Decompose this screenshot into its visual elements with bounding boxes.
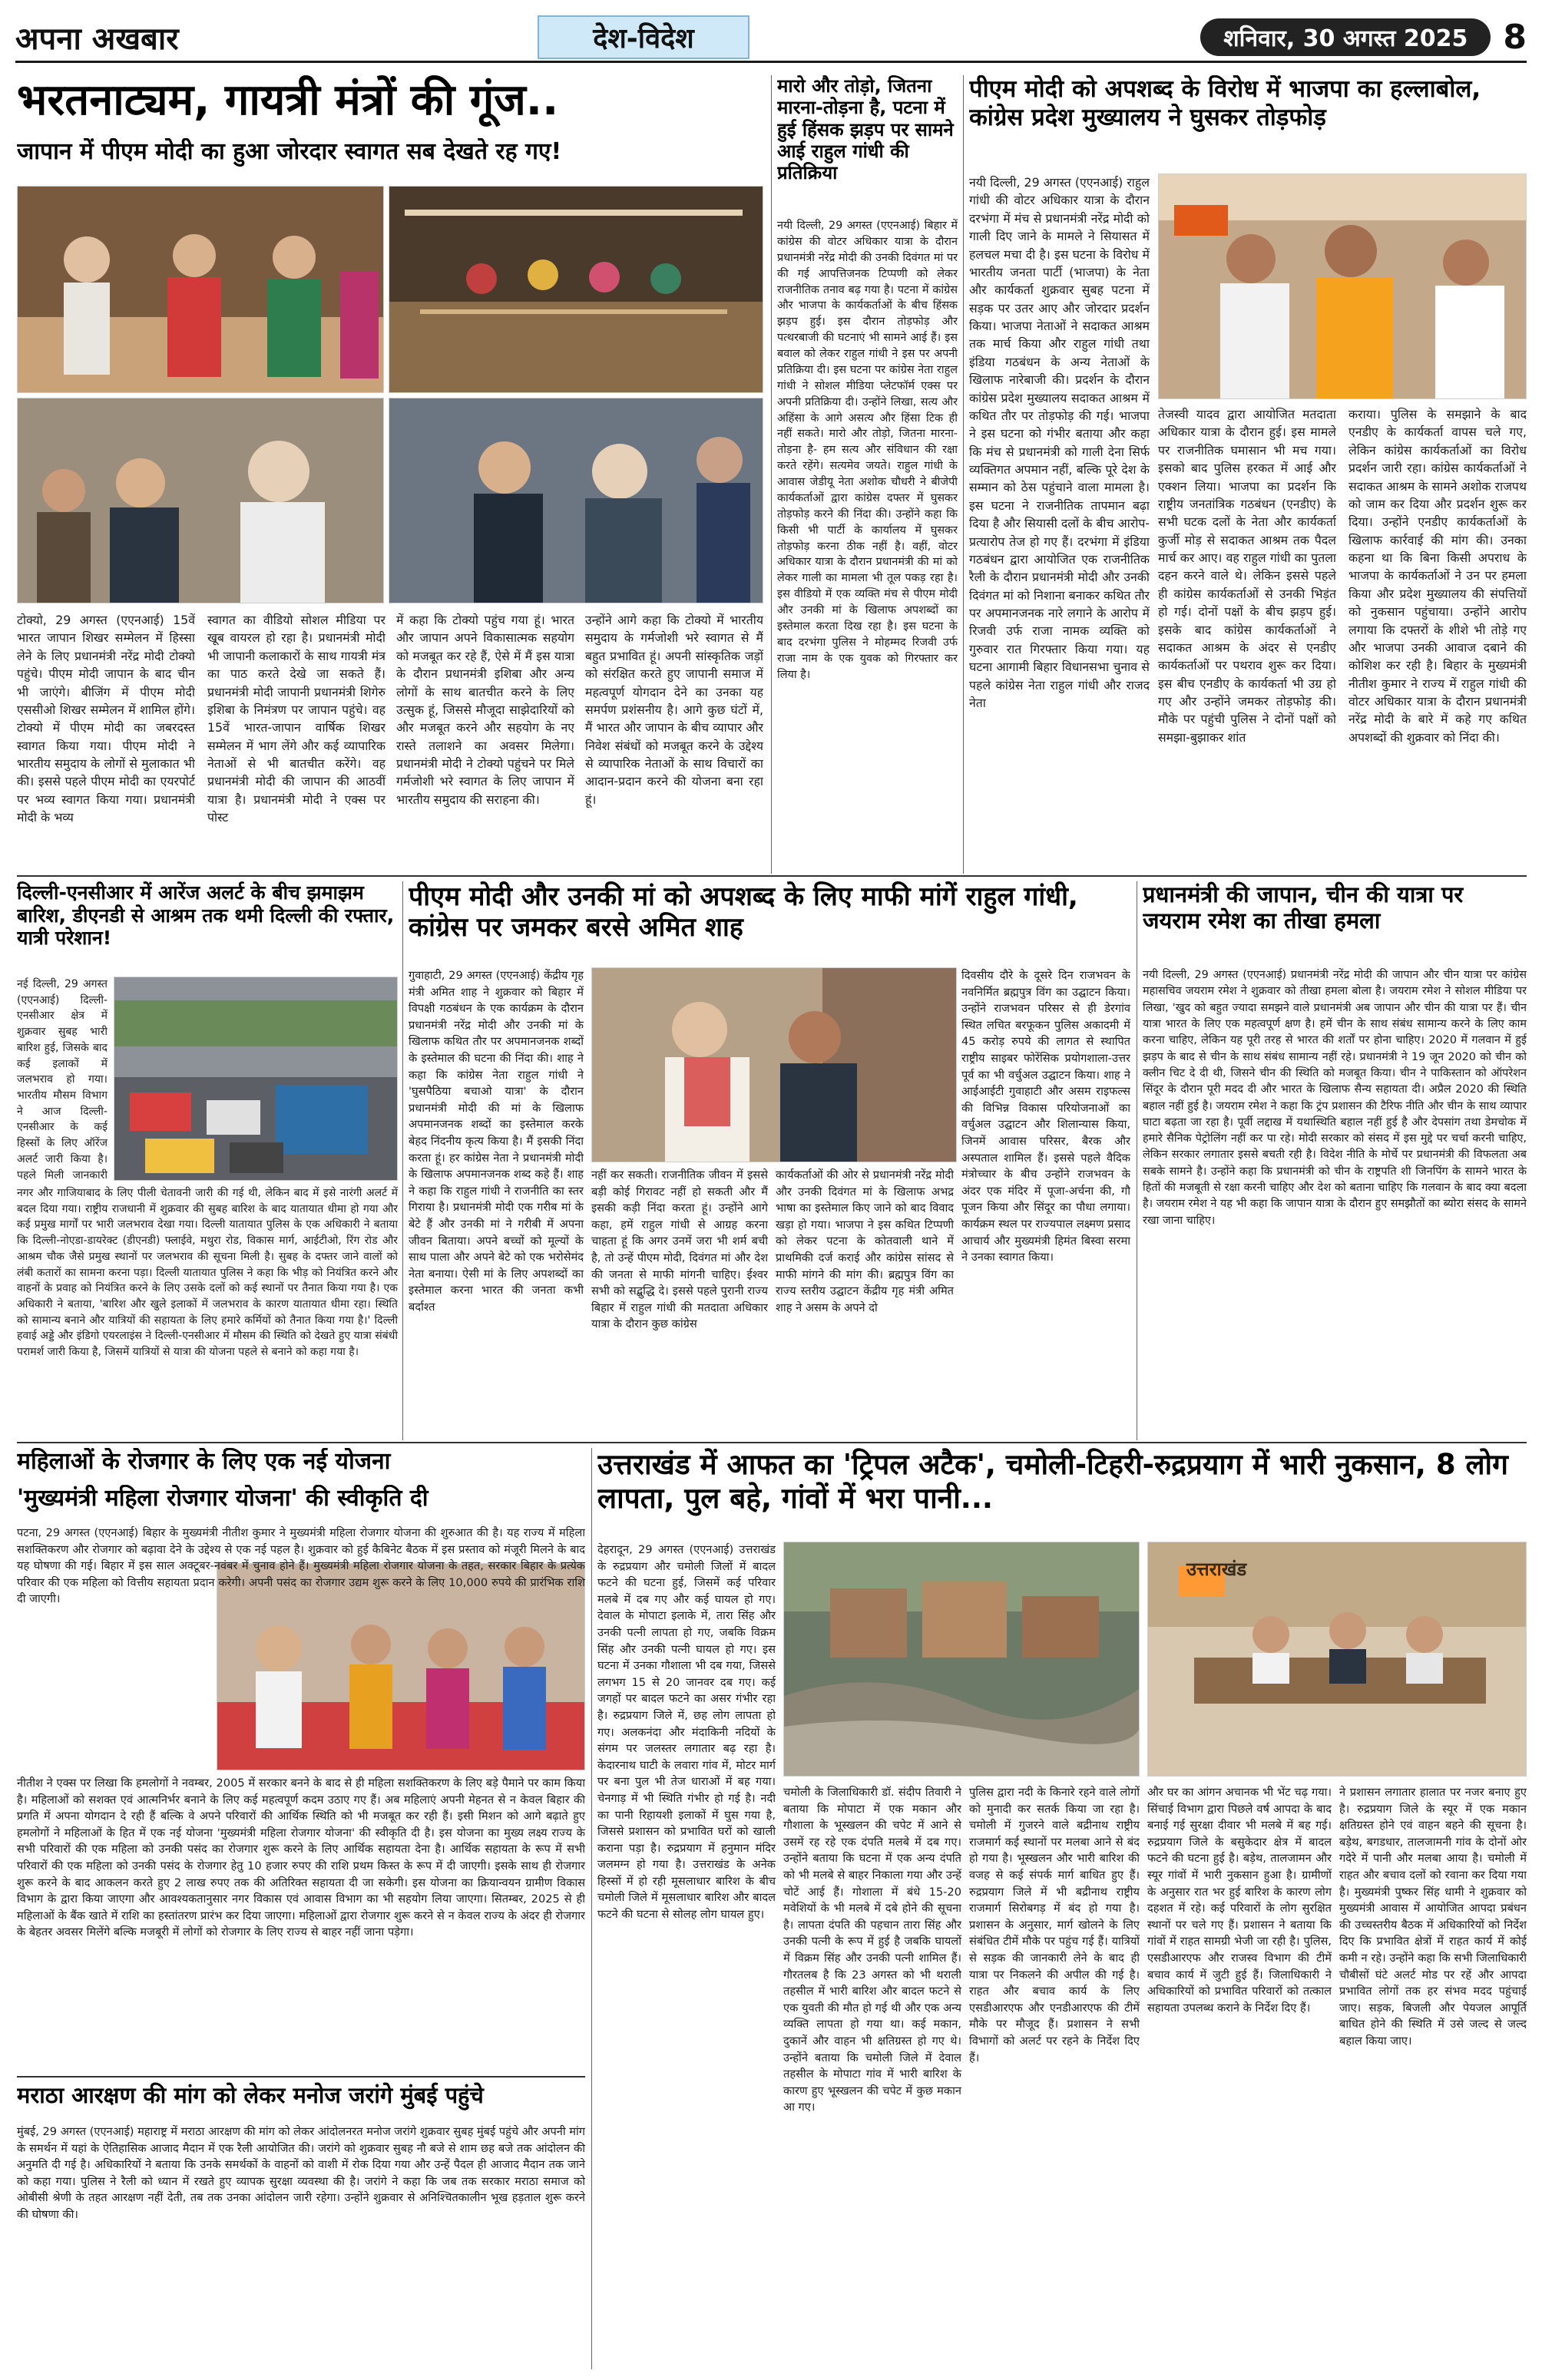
shah-body-col3: कार्यकर्ताओं की ओर से प्रधानमंत्री नरेंद्र मोदी और उनकी दिवंगत मां के खिलाफ अभद्र भाषा का इस्तेमाल किए जाने को बाद विवाद खड़ा हो गया। भाजपा ने इस कथित टिप्पणी को लेकर पटना के कोतवाली थाने में प्राथमिकी दर्ज कराई और कांग्रेस सांसद से माफी मांगने की मांग की। ब्रह्मपुत्र विंग का राज्य स्तरीय उद्घाटन केंद्रीय गृह मंत्री अमित शाह ने असम के अपने दो bbox=[776, 1169, 954, 1314]
uttarakhand-body-col1: देहरादून, 29 अगस्त (एएनआई) उत्तराखंड के रुद्रप्रयाग और चमोली जिलों में बादल फटने की घटना हुई, जिसमें कई परिवार मलबे में दब गए और कई घायल हो गए। देवाल के मोपाटा इलाके में, तारा सिंह और उनकी पत्नी लापता हो गए, जबकि विक्रम सिंह और उनकी पत्नी घायल हो गए। इस घटना में उनका गौशाला भी दब गया, जिससे लगभग 15 से 20 जानवर दब गए। कई जगहों पर बादल फटने का असर गंभीर रहा है। रुद्रप्रयाग जिले में, छह लोग लापता हो गए। अलकनंदा और मंदाकिनी नदियों के संगम पर जलस्तर लगातार बढ़ रहा है। केदारनाथ घाटी के लवारा गांव में, मोटर मार्ग पर बना पुल भी तेज धाराओं में बह गया। चेनगाड़ में भी स्थिति गंभीर हो गई है। नदी का पानी रिहायशी इलाकों में घुस गया है, जिससे प्रशासन को प्रभावित घरों को खाली कराना पड़ा है। रुद्रप्रयाग में हनुमान मंदिर जलमग्न हो गया है। उत्तराखंड के अनेक हिस्सों में हो रही मूसलाधार बारिश के बीच चमोली जिले में मूसलाधार बारिश और बादल फटने की घटना से सोलह लोग घायल हुए। bbox=[597, 1543, 776, 1922]
bjp-headline: पीएम मोदी को अपशब्द के विरोध में भाजपा का हल्लाबोल, कांग्रेस प्रदेश मुख्यालय ने घुसकर तोड़फोड़ bbox=[969, 75, 1481, 131]
column-rule bbox=[402, 881, 403, 1440]
section-divider bbox=[17, 875, 1527, 877]
dateline bbox=[1200, 18, 1527, 57]
bjp-body-col1: नयी दिल्ली, 29 अगस्त (एएनआई) राहुल गांधी की वोटर अधिकार यात्रा के दौरान दरभंगा में मंच से प्रधानमंत्री नरेंद्र मोदी को गाली दिए जाने के मामले ने सियासत में हलचल मचा दी है। इस घटना के विरोध में भारतीय जनता पार्टी (भाजपा) के नेता और कार्यकर्ता शुक्रवार सुबह पटना में सड़क पर उतर आए और जोरदार प्रदर्शन किया। भाजपा नेताओं ने सदाकत आश्रम तक मार्च किया और राहुल गांधी तथा इंडिया गठबंधन के अन्य नेताओं के खिलाफ नारेबाजी की। प्रदर्शन के दौरान कांग्रेस प्रदेश मुख्यालय सदाकत आश्रम में कथित तौर पर तोड़फोड़ की गई। भाजपा ने इस घटना को गंभीर बताया और कहा कि मंच से प्रधानमंत्री को गाली देना सिर्फ व्यक्तिगत अपमान नहीं, बल्कि पूरे देश के सम्मान को ठेस पहुंचाने वाला मामला है। इस घटना ने राजनीतिक तापमान बढ़ा दिया है और सियासी दलों के बीच आरोप-प्रत्यारोप तेज हो गए हैं। दरभंगा में इंडिया गठबंधन द्वारा आयोजित एक राजनीतिक रैली के दौरान प्रधानमंत्री मोदी और उनकी दिवंगत मां को निशाना बनाकर कथित तौर पर अपमानजनक नारे लगाने के आरोप में रिजवी उर्फ राजा नामक व्यक्ति को गुरुवार रात गिरफ्तार किया गया। यह घटना आगामी बिहार विधानसभा चुनाव से पहले कांग्रेस नेता राहुल गांधी और राजद नेता bbox=[969, 175, 1150, 710]
rahul-headline: मारो और तोड़ो, जितना मारना-तोड़ना है, पटना में हुई हिंसक झड़प पर सामने आई राहुल गांधी की प्रतिक्रिया bbox=[777, 75, 954, 184]
uttarakhand-body-col4: और घर का आंगन अचानक भी भेंट चढ़ गया। सिंचाई विभाग द्वारा पिछले वर्ष आपदा के बाद बनाई गई सुरक्षा दीवार भी मलबे में बह गई। रुद्रप्रयाग जिले के बसुकेदार क्षेत्र में बादल फटने की घटना हुई है। बड़ेथ, तालजामन और स्यूर गांवों में भारी नुकसान हुआ है। ग्रामीणों के अनुसार रात भर हुई बारिश के कारण लोग दहशत में रहे। कई परिवारों के लोग सुरक्षित स्थानों पर चले गए हैं। प्रशासन ने बताया कि गांवों में राहत सामग्री भेजी जा रही है। पुलिस, एसडीआरएफ और राजस्व विभाग की टीमें बचाव कार्य में जुटी हुई हैं। जिलाधिकारी ने अधिकारियों को प्रभावित परिवारों को तत्काल सहायता उपलब्ध कराने के निर्देश दिए हैं। bbox=[1147, 1786, 1332, 2015]
japan-body-col4: उन्होंने आगे कहा कि टोक्यो में भारतीय समुदाय के गर्मजोशी भरे स्वागत से मैं बहुत प्रभावित हूं। अपनी सांस्कृतिक जड़ों को संरक्षित करते हुए जापानी समाज में महत्वपूर्ण योगदान देने का उनका यह समर्पण प्रशंसनीय है। आगे कुछ घंटों में, मैं भारत और जापान के बीच व्यापार और निवेश संबंधों को मजबूत करने के उद्देश्य से व्यापारिक नेताओं के साथ विचारों का आदान-प्रदान करने की योजना बना रहा हूं। bbox=[585, 613, 763, 807]
uttarakhand-body-col2: चमोली के जिलाधिकारी डॉ. संदीप तिवारी ने बताया कि मोपाटा में एक मकान और गौशाला के भूस्खलन की चपेट में आने से उसमें रह रहे एक दंपति मलबे में दब गए। उन्होंने बताया कि घटना में एक अन्य दंपति को भी मलबे से बाहर निकाला गया और उन्हें चोटें आई हैं। गोशाला में बंधे 15-20 मवेशियों के भी मलबे में दबे होने की सूचना है। लापता दंपति की पहचान तारा सिंह और उनकी पत्नी के रूप में हुई है जबकि घायलों में विक्रम सिंह और उनकी पत्नी शामिल हैं। गौरतलब है कि 23 अगस्त को भी थराली तहसील में भारी बारिश और बादल फटने से एक युवती की मौत हो गई थी और एक अन्य व्यक्ति लापता हो गया था। कई मकान, दुकानें और वाहन भी क्षतिग्रस्त हो गए थे। उन्होंने बताया कि चमोली जिले में देवाल तहसील के मोपाटा गांव में भारी बारिश के कारण हुए भूस्खलन की चपेट में कुछ मकान आ गए। bbox=[783, 1786, 961, 2114]
japan-subhead: जापान में पीएम मोदी का हुआ जोरदार स्वागत सब देखते रह गए! bbox=[17, 138, 562, 165]
delhi-body-left: नई दिल्ली, 29 अगस्त (एएनआई) दिल्ली-एनसीआर क्षेत्र में शुक्रवार सुबह भारी बारिश हुई, जिसके बाद कई इलाकों में जलभराव हो गया। भारतीय मौसम विभाग ने आज दिल्ली-एनसीआर के कई हिस्सों के लिए ऑरेंज अलर्ट जारी किया है। पहले मिली जानकारी bbox=[17, 978, 108, 1181]
bihar-headline-2: 'मुख्यमंत्री महिला रोजगार योजना' की स्वीकृति दी bbox=[17, 1485, 429, 1512]
newspaper-brand: अपना अखबार bbox=[15, 21, 179, 57]
photo-japan-performance-hall bbox=[389, 186, 763, 393]
page-number: 8 bbox=[1503, 18, 1527, 57]
photo-japan-handshake bbox=[389, 398, 763, 603]
section-divider bbox=[17, 2076, 585, 2078]
masthead bbox=[15, 14, 1527, 63]
shah-body-col4: दिवसीय दौरे के दूसरे दिन राजभवन के नवनिर्मित ब्रह्मपुत्र विंग का उद्घाटन किया। उन्होंने राजभवन परिसर से ही डेरगांव स्थित लचित बरफूकन पुलिस अकादमी में 45 करोड़ रुपये की लागत से स्थापित राष्ट्रीय साइबर फोरेंसिक प्रयोगशाला-उत्तर पूर्व का भी वर्चुअल उद्घाटन किया। शाह ने आईआईटी गुवाहाटी और असम राइफल्स की विभिन्न विकास परियोजनाओं का वर्चुअल उद्घाटन और शिलान्यास किया, जिनमें आवास परिसर, बैरक और अस्पताल शामिल हैं। इससे पहले वैदिक मंत्रोच्चार के बीच उन्होंने राजभवन के अंदर एक मंदिर में पूजा-अर्चना की, गौ पूजन किया और सिंदूर का पौधा लगाया। कार्यक्रम स्थल पर राज्यपाल लक्ष्मण प्रसाद आचार्य और मुख्यमंत्री हिमंत बिस्वा सरमा ने उनका स्वागत किया। bbox=[961, 969, 1130, 1264]
bjp-body-col2: तेजस्वी यादव द्वारा आयोजित मतदाता अधिकार यात्रा के दौरान हुई। इस मामले पर राजनीतिक घमासान भी मच गया। इसको बाद पुलिस हरकत में आई और एक्शन लिया। भाजपा का प्रदर्शन कि राष्ट्रीय जनतांत्रिक गठबंधन (एनडीए) के सभी घटक दलों के नेता और कार्यकर्ता कुर्जी मोड़ से सदाकत आश्रम तक पैदल मार्च कर आए। वह राहुल गांधी का पुतला दहन करने वाले थे। लेकिन इससे पहले ही कांग्रेस कार्यकर्ताओं से उनकी भिड़ंत हो गई। दोनों पक्षों के बीच झड़प हुई। इसके बाद कांग्रेस कार्यकर्ताओं ने सदाकत आश्रम के अंदर से एनडीए कार्यकर्ताओं पर पथराव शुरू कर दिया। इस बीच एनडीए के कार्यकर्ता भी उग्र हो गए और उन्होंने जमकर तोड़फोड़ की। मौके पर पहुंची पुलिस ने दोनों पक्षों को समझा-बुझाकर शांत bbox=[1158, 407, 1336, 745]
uttarakhand-headline: उत्तराखंड में आफत का 'ट्रिपल अटैक', चमोली-टिहरी-रुद्रप्रयाग में भारी नुकसान, 8 लोग लापता, पुल बहे, गांवों में भरा पानी... bbox=[597, 1448, 1508, 1515]
column-rule bbox=[591, 1448, 592, 2369]
photo-japan-dancers bbox=[17, 186, 384, 393]
photo-uttarakhand-flood bbox=[783, 1542, 1140, 1777]
jairam-headline: प्रधानमंत्री की जापान, चीन की यात्रा पर जयराम रमेश का तीखा हमला bbox=[1143, 881, 1464, 934]
issue-date: शनिवार, 30 अगस्त 2025 bbox=[1200, 18, 1491, 56]
photo-uttarakhand-caption: उत्तराखंड bbox=[1186, 1559, 1247, 1580]
delhi-headline: दिल्ली-एनसीआर में आरेंज अलर्ट के बीच झमाझम बारिश, डीएनडी से आश्रम तक थमी दिल्ली की रफ्तार, यात्री परेशान! bbox=[17, 881, 395, 949]
photo-delhi-traffic bbox=[114, 977, 398, 1181]
bihar-headline-1: महिलाओं के रोजगार के लिए एक नई योजना bbox=[17, 1448, 391, 1475]
japan-headline: भरतनाट्यम, गायत्री मंत्रों की गूंज.. bbox=[17, 75, 559, 125]
bihar-body-top: पटना, 29 अगस्त (एएनआई) बिहार के मुख्यमंत्री नीतीश कुमार ने मुख्यमंत्री महिला रोजगार योजना की शुरुआत की है। यह राज्य में महिला सशक्तिकरण और रोजगार को बढ़ावा देने के उद्देश्य से एक नई पहल है। शुक्रवार को हुई कैबिनेट बैठक में इस प्रस्ताव को मंजूरी मिलने के बाद यह घोषणा की गई। बिहार में इस साल अक्टूबर-नवंबर में चुनाव होने हैं। मुख्यमंत्री महिला रोजगार योजना के तहत, सरकार बिहार के प्रत्येक परिवार की एक महिला को वित्तीय सहायता प्रदान करेगी। अपनी पसंद का रोजगार उद्यम शुरू करने के लिए 10,000 रुपये की प्रारंभिक राशि दी जाएगी। bbox=[17, 1526, 585, 1606]
jairam-body: नयी दिल्ली, 29 अगस्त (एएनआई) प्रधानमंत्री नरेंद्र मोदी की जापान और चीन यात्रा पर कांग्रेस महासचिव जयराम रमेश ने शुक्रवार को तीखा हमला बोला है। जयराम रमेश ने सोशल मीडिया पर लिखा, 'खुद को बहुत ज्यादा समझने वाले प्रधानमंत्री अब जापान और चीन की यात्रा पर हैं। चीन यात्रा भारत के लिए एक महत्वपूर्ण क्षण है। हमें चीन के साथ संबंध सामान्य करने के लिए काम करना चाहिए, लेकिन यह पूरी तरह से भारत की शर्तों पर होना चाहिए। 2020 में गलवान में हुई झड़प के बाद से चीन के साथ संबंध सामान्य नहीं रहे। प्रधानमंत्री ने 19 जून 2020 को चीन को क्लीन चिट दे दी थी, जिसने चीन की स्थिति को मजबूत किया। चीन ने पाकिस्तान को ऑपरेशन सिंदूर के दौरान पूरी मदद दी और भारत के खिलाफ सैन्य सहायता दी। अप्रैल 2020 की स्थिति बहाल नहीं हुई है। जयराम रमेश ने कहा कि ट्रंप प्रशासन की टैरिफ नीति और चीन के साथ व्यापार घाटा बढ़ता जा रहा है। पूर्वी लद्दाख में यथास्थिति बहाल नहीं हुई है और देपसांग तथा डेमचोक में हमारे सैनिक पेट्रोलिंग नहीं कर पा रहे। मोदी सरकार को संसद में इस मुद्दे पर चर्चा करनी चाहिए, लेकिन सरकार लगातार इससे बचती रही है। विदेश नीति के मोर्चे पर प्रधानमंत्री की विफलता अब सबके सामने है। उन्होंने कहा कि प्रधानमंत्री को चीन के राष्ट्रपति शी जिनपिंग के सामने भारत के हितों की मजबूती से रक्षा करनी चाहिए और देश को बताना चाहिए कि गलवान के बाद क्या बदला है। जयराम रमेश ने यह भी कहा कि जापान यात्रा के दौरान हुए समझौतों का ब्योरा संसद के सामने रखा जाना चाहिए। bbox=[1143, 969, 1527, 1227]
photo-bjp-protest bbox=[1158, 174, 1527, 399]
japan-body-col3: में कहा कि टोक्यो पहुंच गया हूं। भारत और जापान अपने विकासात्मक सहयोग को मजबूत कर रहे हैं, ऐसे में मैं इस यात्रा के दौरान प्रधानमंत्री इशिबा और अन्य लोगों के साथ बातचीत करने के लिए उत्सुक हूं, जिससे मौजूदा साझेदारियों को और मजबूत करने और सहयोग के नए रास्ते तलाशने का अवसर मिलेगा। प्रधानमंत्री मोदी ने टोक्यो पहुंचने पर मिले गर्मजोशी भरे स्वागत के लिए जापान में भारतीय समुदाय की सराहना की। bbox=[396, 613, 574, 807]
photo-japan-greeting bbox=[17, 398, 384, 603]
bihar-body-full: नीतीश ने एक्स पर लिखा कि हमलोगों ने नवम्बर, 2005 में सरकार बनने के बाद से ही महिला सशक्तिकरण के लिए बड़े पैमाने पर काम किया है। महिलाओं को सशक्त एवं आत्मनिर्भर बनाने के लिए कई महत्वपूर्ण कदम उठाए गए हैं। अब महिलाएं अपनी मेहनत से न केवल बिहार की प्रगति में अपना योगदान दे रही हैं बल्कि वे अपने परिवारों की आर्थिक स्थिति को भी मजबूत कर रही हैं। इसी मिशन को आगे बढ़ाते हुए हमलोगों ने महिलाओं के हित में एक नई योजना 'मुख्यमंत्री महिला रोजगार योजना' की स्वीकृति दी है। इस योजना का मुख्य लक्ष्य राज्य के सभी परिवारों की एक महिला को उनकी पसंद का रोजगार शुरू करने के लिए आर्थिक सहायता देना है। आर्थिक सहायता के रूप में सभी परिवारों की एक महिला को उनकी पसंद के रोजगार हेतु 10 हजार रुपए की राशि प्रथम किस्त के रूप में दी जाएगी। इसके साथ ही रोजगार शुरू करने के बाद आकलन करते हुए 2 लाख रुपए तक की अतिरिक्त सहायता दी जा सकेगी। इस योजना का क्रियान्वयन ग्रामीण विकास विभाग के द्वारा किया जाएगा और आवश्यकतानुसार नगर विकास एवं आवास विभाग का भी सहयोग लिया जाएगा। सितम्बर, 2025 से ही महिलाओं के बैंक खाते में राशि का हस्तांतरण प्रारंभ कर दिया जाएगा। महिलाओं द्वारा रोजगार शुरू करने से न केवल राज्य के अंदर ही रोजगार के बेहतर अवसर मिलेंगे बल्कि मजबूरी में लोगों को रोजगार के लिए राज्य से बाहर नहीं जाना पड़ेगा। bbox=[17, 1777, 585, 1939]
uttarakhand-body-col3: पुलिस द्वारा नदी के किनारे रहने वाले लोगों को मुनादी कर सतर्क किया जा रहा है। चमोली में गुजरने वाले बद्रीनाथ राष्ट्रीय राजमार्ग कई स्थानों पर मलबा आने से बंद हो गया है। भूस्खलन और भारी बारिश की वजह से कई संपर्क मार्ग बाधित हुए हैं। रुद्रप्रयाग जिले में भी बद्रीनाथ राष्ट्रीय राजमार्ग सिरोबगड़ में बंद हो गया है। प्रशासन के अनुसार, मार्ग खोलने के लिए संबंधित टीमें मौके पर पहुंच गई हैं। यात्रियों से सड़क की जानकारी लेने के बाद ही यात्रा पर निकलने की अपील की गई है। राहत और बचाव कार्य के लिए एसडीआरएफ और एनडीआरएफ की टीमें मौके पर मौजूद हैं। प्रशासन ने सभी विभागों को अलर्ट पर रहने के निर्देश दिए हैं। bbox=[969, 1786, 1140, 2064]
uttarakhand-body-col5: ने प्रशासन लगातार हालात पर नजर बनाए हुए है। रुद्रप्रयाग जिले के स्यूर में एक मकान क्षतिग्रस्त होने एवं वाहन बहने की सूचना है। बड़ेथ, बगडधार, तालजामनी गांव के दोनों ओर गदेरे में पानी और मलबा आया है। चमोली में राहत और बचाव दलों को रवाना कर दिया गया है। मुख्यमंत्री पुष्कर सिंह धामी ने शुक्रवार को मुख्यमंत्री आवास में आयोजित आपदा प्रबंधन की उच्चस्तरीय बैठक में अधिकारियों को निर्देश दिए कि प्रभावित क्षेत्रों में राहत कार्य में कोई कमी न रहे। उन्होंने कहा कि सभी जिलाधिकारी चौबीसों घंटे अलर्ट मोड पर रहें और आपदा प्रभावित लोगों तक हर संभव मदद पहुंचाई जाए। सड़क, बिजली और पेयजल आपूर्ति बाधित होने की स्थिति में उसे जल्द से जल्द बहाल किया जाए। bbox=[1339, 1786, 1527, 2048]
section-title: देश-विदेश bbox=[538, 15, 749, 59]
column-rule bbox=[963, 75, 964, 874]
maratha-headline: मराठा आरक्षण की मांग को लेकर मनोज जरांगे मुंबई पहुंचे bbox=[17, 2082, 484, 2108]
shah-body-col2: नहीं कर सकती। राजनीतिक जीवन में इससे बड़ी कोई गिरावट नहीं हो सकती और मैं इसकी कड़ी निंदा करता हूं। उन्होंने आगे कहा, हमें राहुल गांधी से आग्रह करना चाहता हूं कि अगर उनमें जरा भी शर्म बची है, तो उन्हें पीएम मोदी, दिवंगत मां और देश की जनता से माफी मांगनी चाहिए। ईश्वर सभी को सद्बुद्धि दे। इससे पहले पुरानी राज्य बिहार में राहुल गांधी की मतदाता अधिकार यात्रा के दौरान कुछ कांग्रेस bbox=[591, 1169, 768, 1331]
shah-headline: पीएम मोदी और उनकी मां को अपशब्द के लिए माफी मांगें राहुल गांधी, कांग्रेस पर जमकर बरसे अमित शाह bbox=[409, 881, 1078, 944]
photo-uttarakhand-meeting bbox=[1147, 1542, 1527, 1777]
photo-shah-welcome bbox=[591, 967, 957, 1162]
rahul-body: नयी दिल्ली, 29 अगस्त (एएनआई) बिहार में कांग्रेस की वोटर अधिकार यात्रा के दौरान प्रधानमंत्री नरेंद्र मोदी की उनकी दिवंगत मां पर की गई आपत्तिजनक टिप्पणी को लेकर राजनीतिक तनाव बढ़ गया है। पटना में कांग्रेस और भाजपा के कार्यकर्ताओं के बीच हिंसक झड़प हुई। इस दौरान तोड़फोड़ और पत्थरबाजी की घटनाएं भी सामने आई हैं। इस बवाल को लेकर राहुल गांधी ने इस पर अपनी प्रतिक्रिया दी। इस घटना पर कांग्रेस नेता राहुल गांधी ने सोशल मीडिया प्लेटफॉर्म एक्स पर अपनी प्रतिक्रिया दी। उन्होंने लिखा, सत्य और अहिंसा के आगे असत्य और हिंसा टिक ही नहीं सकते। मारो और तोड़ो, जितना मारना-तोड़ना है- हम सत्य और संविधान की रक्षा करते रहेंगे। सत्यमेव जयते। राहुल गांधी के आवास जेडीयू नेता अशोक चौधरी ने बीजेपी कार्यकर्ताओं द्वारा कांग्रेस दफ्तर में घुसकर तोड़फोड़ करने की निंदा की। उन्होंने कहा कि किसी भी पार्टी के कार्यालय में घुसकर तोड़फोड़ करना ठीक नहीं है। वहीं, वोटर अधिकार यात्रा के दौरान प्रधानमंत्री की मां को लेकर गाली का मामला भी तूल पकड़ रहा है। इस वीडियो में एक व्यक्ति मंच से पीएम मोदी और उनकी मां के खिलाफ अपशब्दों का इस्तेमाल करता दिख रहा है। इस घटना के बाद दरभंगा पुलिस ने मोहम्मद रिजवी उर्फ राजा नाम के एक युवक को गिरफ्तार कर लिया है। bbox=[777, 220, 958, 681]
bjp-body-col3: कराया। पुलिस के समझाने के बाद एनडीए के कार्यकर्ता वापस चले गए, लेकिन कांग्रेस कार्यकर्ताओं का विरोध प्रदर्शन जारी रहा। कांग्रेस कार्यकर्ताओं ने सदाकत आश्रम के सामने अशोक राजपथ को जाम कर दिया और प्रदर्शन शुरू कर दिया। उन्होंने एनडीए कार्यकर्ताओं के खिलाफ कार्रवाई की मांग की। उनका कहना था कि बिना किसी अपराध के भाजपा के कार्यकर्ताओं ने उन पर हमला किया और प्रदेश मुख्यालय की संपत्तियों को नुकसान पहुंचाया। उन्होंने आरोप लगाया कि दफ्तरों के शीशे भी तोड़े गए और भाजपा उनकी आवाज दबाने की कोशिश कर रही है। बिहार के मुख्यमंत्री नीतीश कुमार ने राज्य में राहुल गांधी की वोटर अधिकार यात्रा के दौरान प्रधानमंत्री नरेंद्र मोदी के बारे में कहे गए कथित अपशब्दों की शुक्रवार को निंदा की। bbox=[1348, 407, 1527, 745]
delhi-body-full: नगर और गाजियाबाद के लिए पीली चेतावनी जारी की गई थी, लेकिन बाद में इसे नारंगी अलर्ट में बदल दिया गया। राष्ट्रीय राजधानी में शुक्रवार की सुबह बारिश के बाद यातायात धीमा हो गया और कई प्रमुख मार्गों पर भारी जलभराव देखा गया। दिल्ली यातायात पुलिस के एक अधिकारी ने बताया कि दिल्ली-नोएडा-डायरेक्ट (डीएनडी) फ्लाईवे, मथुरा रोड, विकास मार्ग, आईटीओ, रिंग रोड और आश्रम चौक जैसे प्रमुख स्थानों पर जलभराव की सूचना मिली है। सुबह के दफ्तर जाने वालों को लंबी कतारों का सामना करना पड़ा। दिल्ली यातायात पुलिस ने कहा कि भीड़ को नियंत्रित करने और वाहनों के प्रवाह को नियंत्रित करने के लिए उसके दलों को कई स्थानों पर तैनात किया गया है। एक अधिकारी ने बताया, 'बारिश और खुले इलाकों में जलभराव के कारण यातायात धीमा रहा। स्थिति को सामान्य बनाने और यात्रियों की सहायता के लिए हमारे कर्मियों को तैनात किया गया है।' दिल्ली हवाई अड्डे और इंडिगो एयरलाइंस ने दिल्ली-एनसीआर में मौसम की स्थिति को देखते हुए यात्रा संबंधी परामर्श जारी किया है, जिसमें यात्रियों से यात्रा की योजना पहले से बनाने को कहा गया है। bbox=[17, 1187, 398, 1359]
shah-body-col1: गुवाहाटी, 29 अगस्त (एएनआई) केंद्रीय गृह मंत्री अमित शाह ने शुक्रवार को बिहार में विपक्षी गठबंधन के एक कार्यक्रम के दौरान प्रधानमंत्री नरेंद्र मोदी और उनकी मां के खिलाफ कथित तौर पर अपमानजनक शब्दों के इस्तेमाल की घटना की निंदा की। शाह ने कहा कि कांग्रेस नेता राहुल गांधी ने 'घुसपैठिया बचाओ यात्रा' के दौरान प्रधानमंत्री मोदी की मां के खिलाफ अपमानजनक शब्दों का इस्तेमाल करके बेहद निंदनीय कृत्य किया है। मैं इसकी निंदा करता हूं। हर कांग्रेस नेता ने प्रधानमंत्री मोदी के खिलाफ अपमानजनक शब्द कहे हैं। शाह ने कहा कि राहुल गांधी ने राजनीति का स्तर गिराया है। प्रधानमंत्री मोदी एक गरीब मां के बेटे हैं और उनकी मां ने गरीबी में अपना जीवन बिताया। अपने बच्चों को मूल्यों के साथ पाला और अपने बेटे को एक भरोसेमंद नेता बनाया। ऐसी मां के लिए अपशब्दों का इस्तेमाल करना भारत की जनता कभी बर्दाश्त bbox=[409, 969, 584, 1314]
column-rule bbox=[771, 75, 772, 874]
section-divider bbox=[17, 1442, 1527, 1443]
japan-body-col1: टोक्यो, 29 अगस्त (एएनआई) 15वें भारत जापान शिखर सम्मेलन में हिस्सा लेने के लिए प्रधानमंत्री नरेंद्र मोदी टोक्यो पहुंचे। पीएम मोदी जापान के बाद चीन भी जाएंगे। बीजिंग में पीएम मोदी एससीओ शिखर सम्मेलन में शामिल होंगे। टोक्यो में पीएम मोदी का जबरदस्त स्वागत किया गया। पीएम मोदी ने भारतीय समुदाय के लोगों से मुलाकात भी की। इससे पहले पीएम मोदी का एयरपोर्ट पर भव्य स्वागत किया गया। प्रधानमंत्री मोदी के भव्य bbox=[17, 613, 195, 825]
maratha-body: मुंबई, 29 अगस्त (एएनआई) महाराष्ट्र में मराठा आरक्षण की मांग को लेकर आंदोलनरत मनोज जरांगे शुक्रवार सुबह मुंबई पहुंचे और अपनी मांग के समर्थन में यहां के ऐतिहासिक आजाद मैदान में एक रैली आयोजित की। जरांगे को शुक्रवार सुबह नौ बजे से शाम छह बजे तक आंदोलन की अनुमति दी गई है। अधिकारियों ने बताया कि उनके समर्थकों के वाहनों को वाशी में रोक दिया गया और उन्हें पैदल ही आजाद मैदान तक जाने को कहा गया। पुलिस ने रैली को ध्यान में रखते हुए व्यापक सुरक्षा व्यवस्था की है। जरांगे ने कहा कि जब तक सरकार मराठा समाज को ओबीसी श्रेणी के तहत आरक्षण नहीं देती, तब तक उनका आंदोलन जारी रहेगा। उन्होंने शुक्रवार से अनिश्चितकालीन भूख हड़ताल शुरू करने की घोषणा की। bbox=[17, 2125, 585, 2221]
japan-body-col2: स्वागत का वीडियो सोशल मीडिया पर खूब वायरल हो रहा है। प्रधानमंत्री मोदी भी जापानी कलाकारों के साथ गायत्री मंत्र का पाठ करते देखे जा सकते हैं। प्रधानमंत्री मोदी जापानी प्रधानमंत्री शिगेरु इशिबा के निमंत्रण पर जापान पहुंचे। वह 15वें भारत-जापान वार्षिक शिखर सम्मेलन में भाग लेंगे और कई व्यापारिक नेताओं से भी बातचीत करेंगे। वह प्रधानमंत्री मोदी की जापान की आठवीं यात्रा है। प्रधानमंत्री मोदी ने एक्स पर पोस्ट bbox=[207, 613, 386, 825]
